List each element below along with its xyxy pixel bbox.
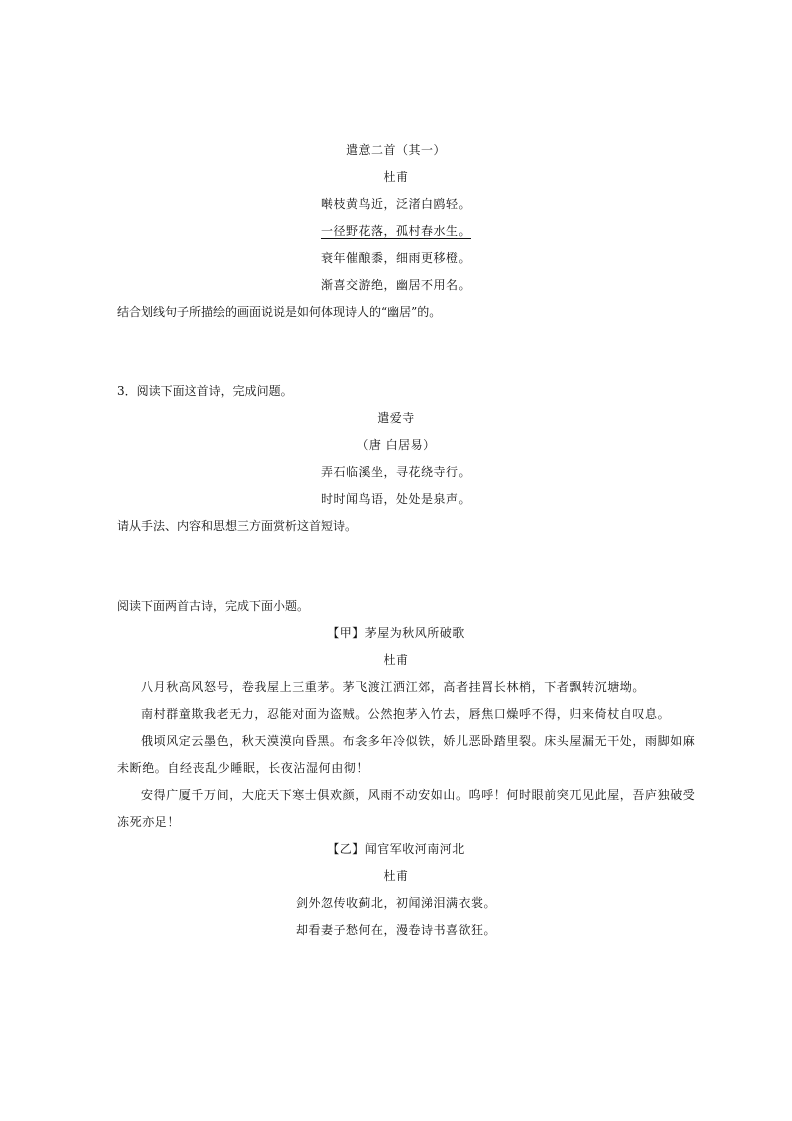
poem-title: 【甲】茅屋为秋风所破歌: [327, 626, 465, 640]
poem-line: 渐喜交游绝，幽居不用名。: [320, 278, 471, 292]
poem-line-underlined: [0, 223, 792, 239]
poem-line: 弄石临溪坐，寻花绕寺行。: [320, 465, 471, 479]
question-intro: 3．阅读下面这首诗，完成问题。: [117, 384, 293, 398]
prose-paragraph: 南村群童欺我老无力，忍能对面为盗贼。公然抱茅入竹去，唇焦口燥呼不得，归来倚杖自叹息。: [141, 707, 671, 721]
prose-paragraph: 安得广厦千万间，大庇天下寒士俱欢颜，风雨不动安如山。呜呼！何时眼前突兀见此屋，吾庐独破受: [141, 788, 696, 802]
underlined-text: 一径野花落，孤村春水生。: [320, 224, 471, 238]
poem-author: 杜甫: [383, 653, 409, 667]
prose-paragraph: 俄顷风定云墨色，秋天漠漠向昏黑。布衾多年冷似铁，娇儿恶卧踏里裂。床头屋漏无干处，雨脚如麻: [141, 734, 696, 748]
prose-paragraph: 八月秋高风怒号，卷我屋上三重茅。茅飞渡江洒江郊，高者挂罥长林梢，下者飘转沉塘坳。: [141, 680, 646, 694]
poem-line: 剑外忽传收蓟北，初闻涕泪满衣裳。: [295, 896, 496, 910]
poem-line: 衰年催酿黍，细雨更移橙。: [320, 251, 471, 265]
poem-title: 遣意二首（其一）: [345, 143, 446, 157]
poem-title: 遣爱寺: [377, 411, 415, 425]
question-intro: 阅读下面两首古诗，完成下面小题。: [117, 599, 310, 613]
question-text: 请从手法、内容和思想三方面赏析这首短诗。: [117, 519, 358, 533]
poem-line: 啭枝黄鸟近，泛渚白鸥轻。: [320, 197, 471, 211]
poem-author: 杜甫: [383, 869, 409, 883]
poem-author: 杜甫: [383, 170, 409, 184]
prose-paragraph-continuation: 未断绝。自经丧乱少睡眠，长夜沾湿何由彻！: [117, 761, 370, 775]
poem-author: （唐 白居易）: [356, 438, 436, 452]
poem-line: 时时闻鸟语，处处是泉声。: [320, 492, 471, 506]
poem-title: 【乙】闻官军收河南河北: [327, 842, 465, 856]
question-text: 结合划线句子所描绘的画面说说是如何体现诗人的“幽居”的。: [117, 305, 442, 319]
prose-paragraph-continuation: 冻死亦足！: [117, 815, 181, 829]
poem-line: 却看妻子愁何在，漫卷诗书喜欲狂。: [295, 923, 496, 937]
